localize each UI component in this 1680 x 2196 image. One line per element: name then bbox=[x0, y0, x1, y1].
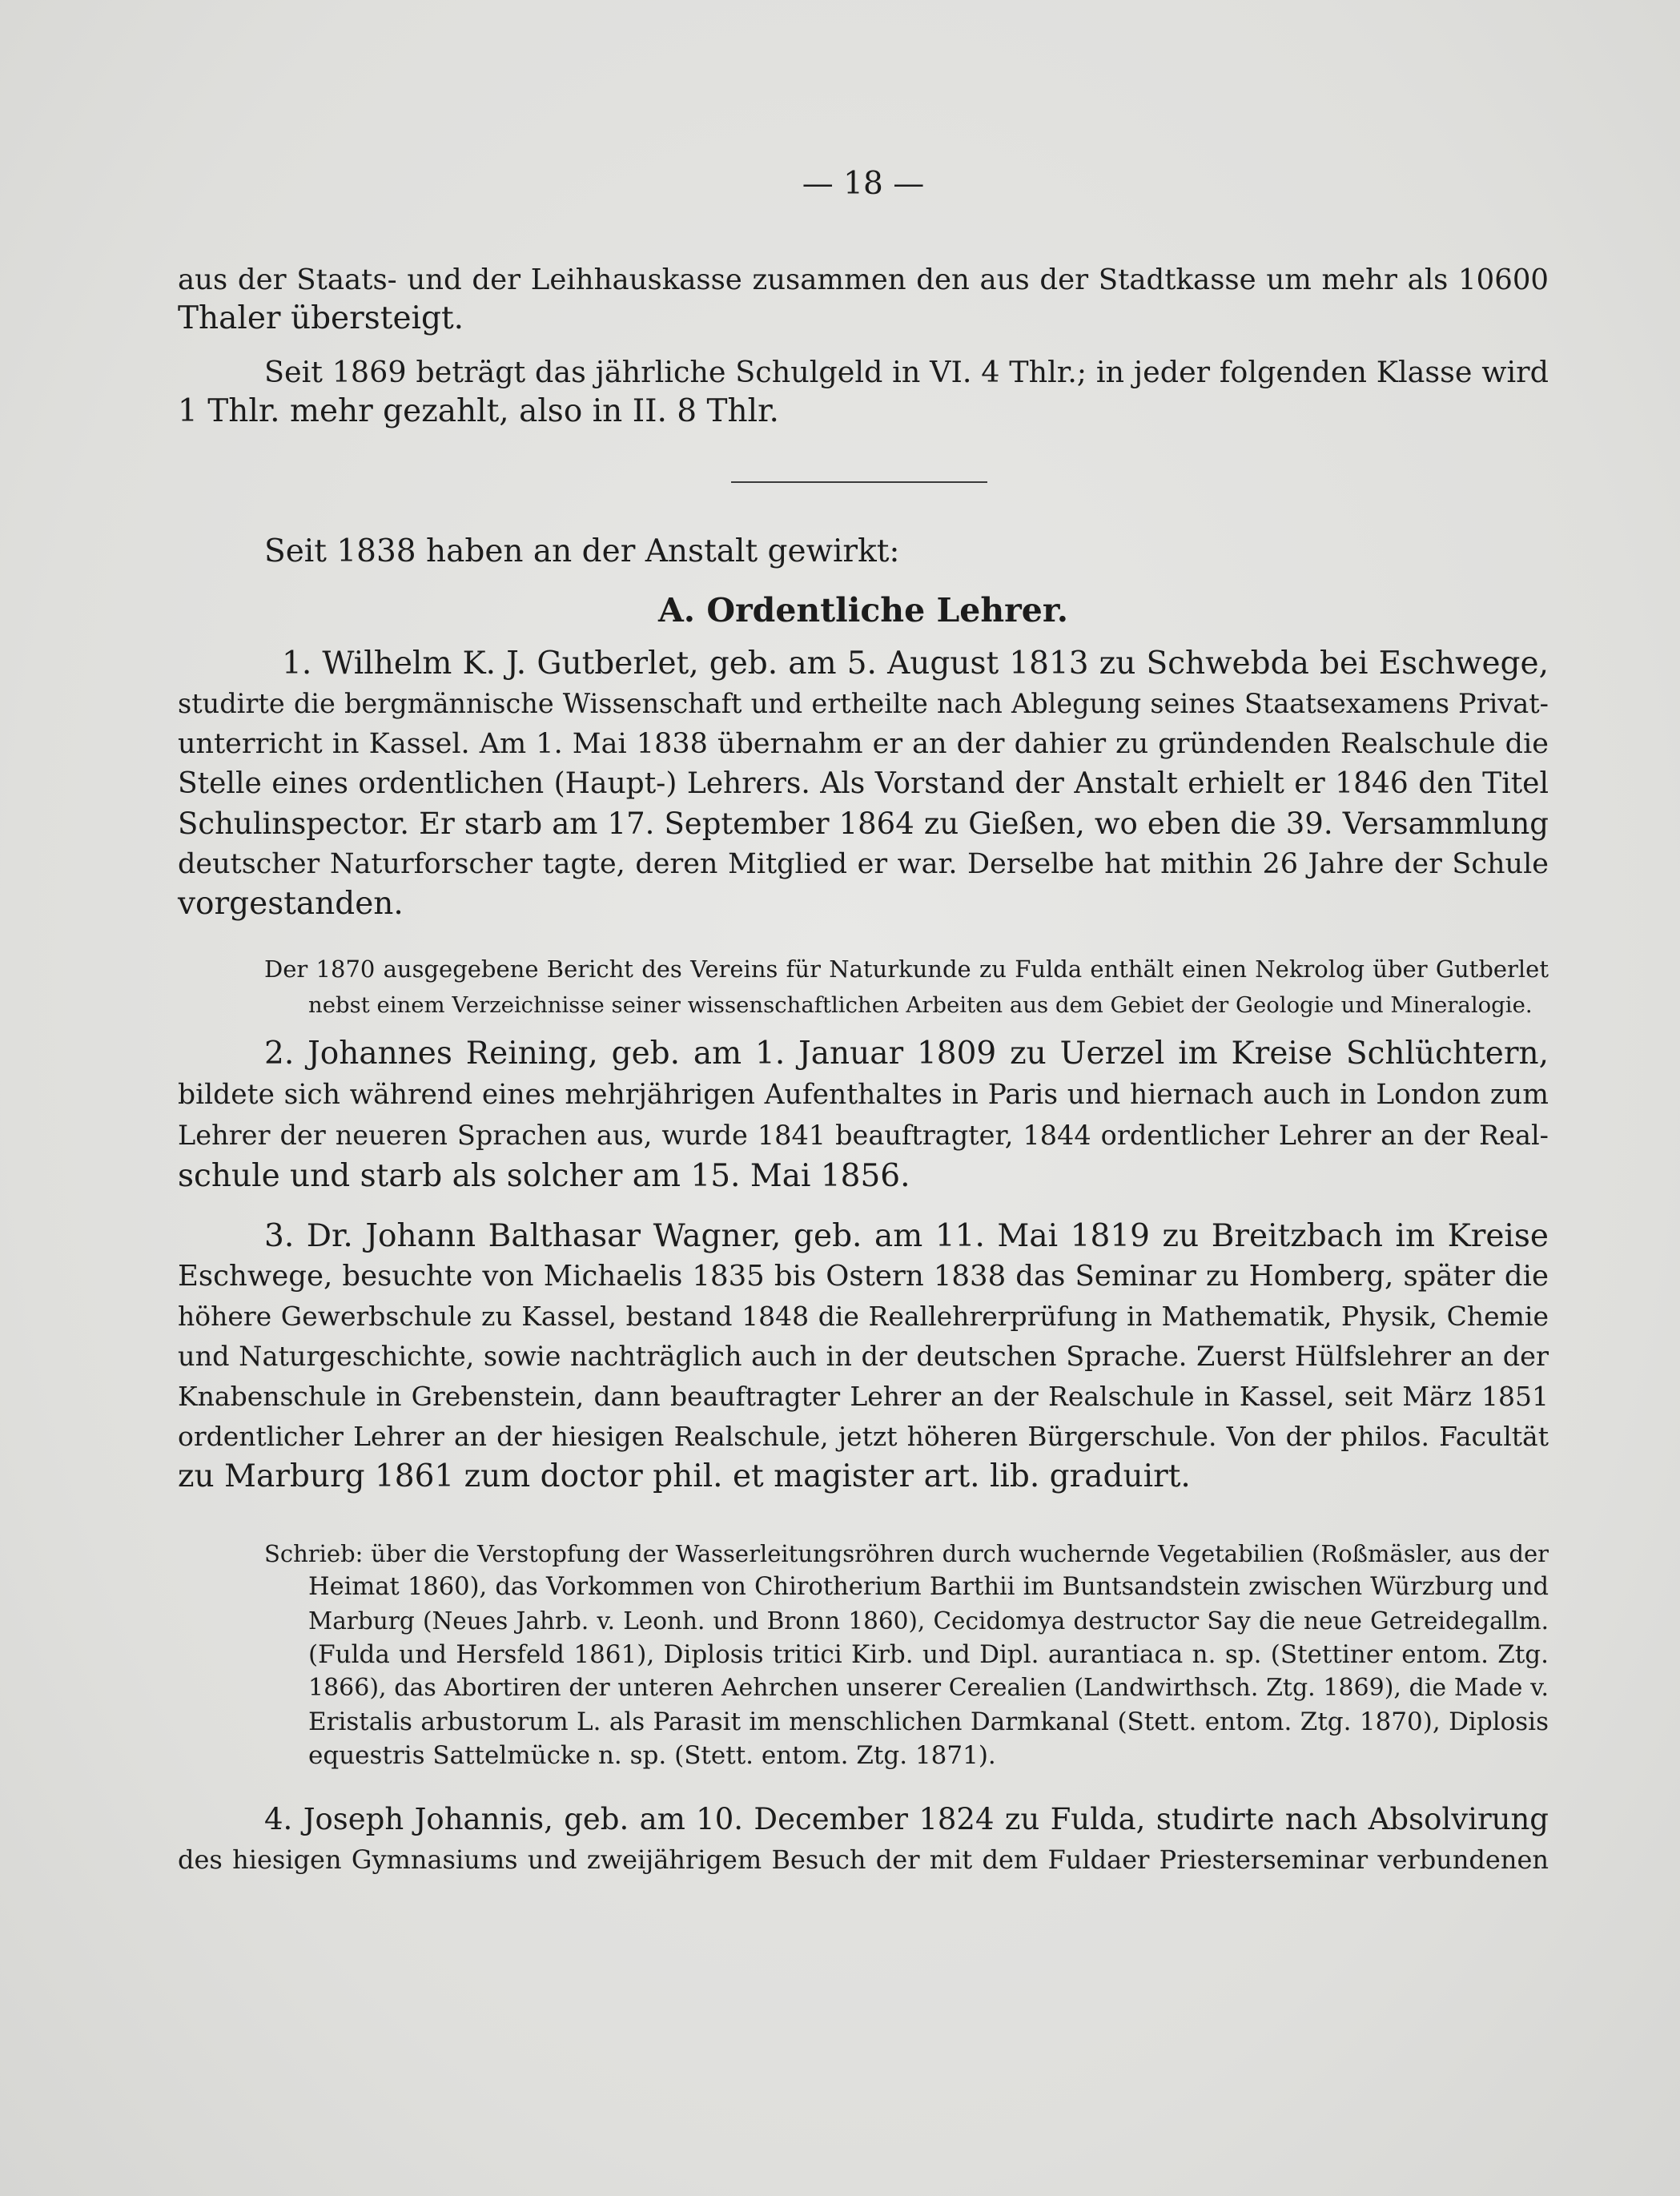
teacher-3-line: höhere Gewerbschule zu Kassel, bestand 1848 die Reallehrerprüfung in Mathematik, Physik, Chemie bbox=[178, 1301, 1549, 1332]
teacher-2-line: bildete sich während eines mehrjährigen Aufenthaltes in Paris und hiernach auch in London zum bbox=[178, 1079, 1549, 1111]
intro-line: Thaler übersteigt. bbox=[178, 300, 464, 336]
teacher-1-note: nebst einem Verzeichnisse seiner wissenschaftlichen Arbeiten aus dem Gebiet der Geologie und Mineralogie. bbox=[308, 992, 1533, 1018]
teacher-3-line: 3. Dr. Johann Balthasar Wagner, geb. am 11. Mai 1819 zu Breitzbach im Kreise bbox=[264, 1218, 1549, 1254]
page-number: — 18 — bbox=[802, 166, 925, 202]
teacher-3-note: equestris Sattelmücke n. sp. (Stett. entom. Ztg. 1871). bbox=[308, 1741, 996, 1770]
teacher-2-line: schule und starb als solcher am 15. Mai 1856. bbox=[178, 1158, 910, 1194]
teacher-1-line: deutscher Naturforscher tagte, deren Mitglied er war. Derselbe hat mithin 26 Jahre der Schule bbox=[178, 848, 1549, 880]
teacher-2-line: 2. Johannes Reining, geb. am 1. Januar 1809 zu Uerzel im Kreise Schlüchtern, bbox=[264, 1036, 1549, 1072]
teacher-3-line: und Naturgeschichte, sowie nachträglich auch in der deutschen Sprache. Zuerst Hülfslehrer an der bbox=[178, 1341, 1549, 1372]
teacher-3-note: Schrieb: über die Verstopfung der Wasserleitungsröhren durch wuchernde Vegetabilien (Roßmäsler, aus der bbox=[264, 1540, 1549, 1567]
teacher-4-line: des hiesigen Gymnasiums und zweijährigem Besuch der mit dem Fuldaer Priesterseminar verbundenen bbox=[178, 1844, 1549, 1875]
teacher-3-line: Knabenschule in Grebenstein, dann beauftragter Lehrer an der Realschule in Kassel, seit März 1851 bbox=[178, 1381, 1549, 1412]
teacher-3-note: 1866), das Abortiren der unteren Aehrchen unserer Cerealien (Landwirthsch. Ztg. 1869), die Made v. bbox=[308, 1674, 1549, 1702]
teacher-1-line: studirte die bergmännische Wissenschaft und ertheilte nach Ablegung seines Staatsexamens Privat- bbox=[178, 688, 1549, 719]
teacher-1-line: vorgestanden. bbox=[178, 886, 404, 922]
teacher-3-note: (Fulda und Hersfeld 1861), Diplosis tritici Kirb. und Dipl. aurantiaca n. sp. (Stettiner entom. Ztg. bbox=[308, 1640, 1549, 1669]
teacher-3-line: ordentlicher Lehrer an der hiesigen Realschule, jetzt höheren Bürgerschule. Von der philos. Facultät bbox=[178, 1421, 1549, 1452]
school-fee-line: 1 Thlr. mehr gezahlt, also in II. 8 Thlr. bbox=[178, 393, 779, 429]
teacher-1-line: Stelle eines ordentlichen (Haupt-) Lehrers. Als Vorstand der Anstalt erhielt er 1846 den Titel bbox=[178, 767, 1549, 800]
section-divider bbox=[731, 481, 987, 483]
teacher-2-line: Lehrer der neueren Sprachen aus, wurde 1841 beauftragter, 1844 ordentlicher Lehrer an der Real- bbox=[178, 1120, 1549, 1151]
teacher-3-line: zu Marburg 1861 zum doctor phil. et magister art. lib. graduirt. bbox=[178, 1458, 1191, 1494]
teacher-3-note: Heimat 1860), das Vorkommen von Chirotherium Barthii im Buntsandstein zwischen Würzburg und bbox=[308, 1573, 1549, 1601]
teacher-3-note: Eristalis arbustorum L. als Parasit im menschlichen Darmkanal (Stett. entom. Ztg. 1870), Diplosis bbox=[308, 1707, 1549, 1736]
teacher-1-note: Der 1870 ausgegebene Bericht des Vereins für Naturkunde zu Fulda enthält einen Nekrolog über Gutberlet bbox=[264, 955, 1549, 983]
teacher-3-line: Eschwege, besuchte von Michaelis 1835 bis Ostern 1838 das Seminar zu Homberg, später die bbox=[178, 1260, 1549, 1293]
teacher-1-line: unterricht in Kassel. Am 1. Mai 1838 übernahm er an der dahier zu gründenden Realschule die bbox=[178, 728, 1549, 760]
teacher-3-note: Marburg (Neues Jahrb. v. Leonh. und Bronn 1860), Cecidomya destructor Say die neue Getreidegallm. bbox=[308, 1607, 1549, 1635]
section-heading: A. Ordentliche Lehrer. bbox=[658, 591, 1068, 629]
teacher-1-line: 1. Wilhelm K. J. Gutberlet, geb. am 5. August 1813 zu Schwebda bei Eschwege, bbox=[282, 646, 1549, 682]
section-intro: Seit 1838 haben an der Anstalt gewirkt: bbox=[264, 533, 900, 569]
school-fee-line: Seit 1869 beträgt das jährliche Schulgeld in VI. 4 Thlr.; in jeder folgenden Klasse wird bbox=[264, 355, 1549, 389]
intro-line: aus der Staats- und der Leihhauskasse zusammen den aus der Stadtkasse um mehr als 10600 bbox=[178, 263, 1549, 296]
teacher-1-line: Schulinspector. Er starb am 17. September 1864 zu Gießen, wo eben die 39. Versammlung bbox=[178, 806, 1549, 841]
teacher-4-line: 4. Joseph Johannis, geb. am 10. December 1824 zu Fulda, studirte nach Absolvirung bbox=[264, 1802, 1549, 1836]
